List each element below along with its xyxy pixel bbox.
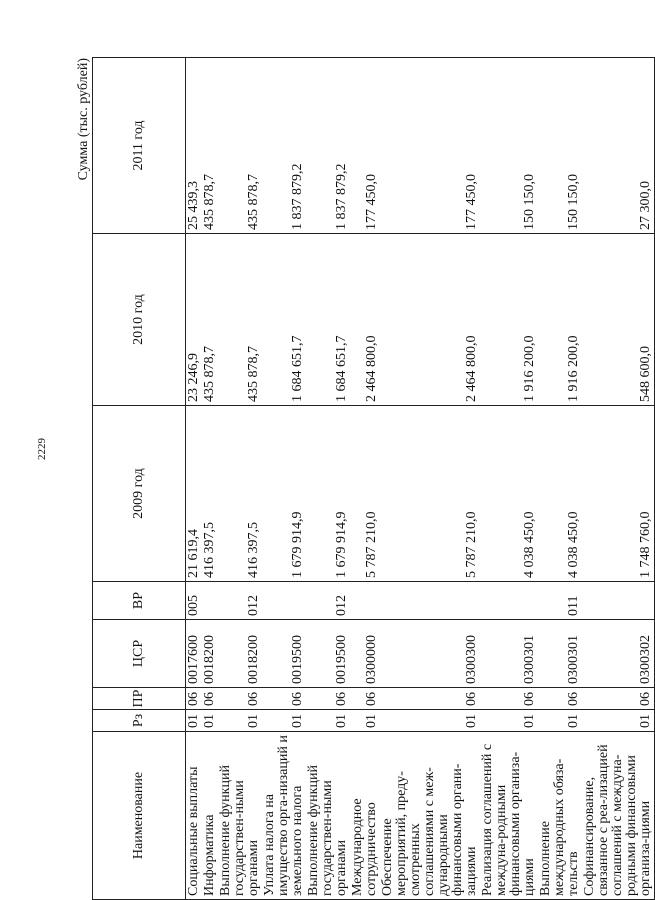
row-vr [350,582,380,620]
row-2011: 27 300,0 [582,58,655,234]
page-number: 2229 [36,438,48,460]
header-2009: 2009 год [93,406,186,582]
row-rz: 01 [262,710,306,732]
table-row [306,58,350,900]
row-pr: 06 [582,688,655,710]
row-rz: 01 [538,710,582,732]
row-rz: 01 [582,710,655,732]
row-pr: 06 [306,688,350,710]
row-name: Выполнение функций государствен-ными органами [306,732,350,900]
row-2009: 4 038 450,0 [538,406,582,582]
row-pr: 06 [202,688,218,710]
row-2009: 1 748 760,0 [582,406,655,582]
row-2011: 177 450,0 [380,58,480,234]
header-2010: 2010 год [93,234,186,406]
row-2010: 1 916 200,0 [538,234,582,406]
row-2010: 1 916 200,0 [480,234,538,406]
row-2011: 150 150,0 [538,58,582,234]
row-2010: 435 878,7 [218,234,262,406]
row-rz: 01 [218,710,262,732]
row-csr: 0300000 [350,620,380,688]
table-row [350,58,380,900]
table-row [582,58,655,900]
row-rz: 01 [480,710,538,732]
header-2011: 2011 год [93,58,186,234]
table-row [186,58,203,900]
row-rz: 01 [202,710,218,732]
row-pr: 06 [218,688,262,710]
row-name: Информатика [202,732,218,900]
row-2010: 2 464 800,0 [350,234,380,406]
row-vr [262,582,306,620]
row-vr: 012 [306,582,350,620]
units-caption: Сумма (тыс. рублей) [76,58,91,181]
row-2009: 5 787 210,0 [350,406,380,582]
row-vr [380,582,480,620]
row-csr: 0300301 [480,620,538,688]
row-2010: 435 878,7 [202,234,218,406]
header-csr: ЦСР [93,620,186,688]
table-row [218,58,262,900]
row-pr: 06 [262,688,306,710]
row-pr: 06 [350,688,380,710]
row-pr: 06 [380,688,480,710]
header-name: Наименование [93,732,186,900]
row-name: Выполнение функций государствен-ными органами [218,732,262,900]
header-pr: ПР [93,688,186,710]
row-2011: 435 878,7 [202,58,218,234]
row-vr: 011 [538,582,582,620]
row-2010: 1 684 651,7 [306,234,350,406]
row-name: Софинансирование, связанное с реа-лизацией соглашений с междуна-родными финансовыми организа-циями [582,732,655,900]
row-csr: 0018200 [218,620,262,688]
table-row [380,58,480,900]
header-vr: ВР [93,582,186,620]
row-2011: 177 450,0 [350,58,380,234]
row-csr: 0300301 [538,620,582,688]
row-name: Выполнение международных обяза-тельств [538,732,582,900]
row-pr: 06 [480,688,538,710]
row-2010: 548 600,0 [582,234,655,406]
table-row [202,58,218,900]
header-rz: Рз [93,710,186,732]
row-name: Реализация соглашений с междуна-родными финансовыми организа-циями [480,732,538,900]
row-2011: 1 837 879,2 [306,58,350,234]
row-2011: 435 878,7 [218,58,262,234]
row-csr: 0019500 [262,620,306,688]
row-csr: 0300300 [380,620,480,688]
row-rz: 01 [186,710,203,732]
row-csr: 0018200 [202,620,218,688]
row-2009: 1 679 914,9 [306,406,350,582]
row-vr [202,582,218,620]
row-2010: 1 684 651,7 [262,234,306,406]
row-pr: 06 [538,688,582,710]
row-name: Уплата налога на имущество орга-низаций и земельного налога [262,732,306,900]
row-rz: 01 [380,710,480,732]
header-row [93,58,186,900]
table-row [538,58,582,900]
row-vr [582,582,655,620]
row-2009: 1 679 914,9 [262,406,306,582]
row-2011: 150 150,0 [480,58,538,234]
row-2009: 416 397,5 [218,406,262,582]
row-vr: 012 [218,582,262,620]
row-csr: 0300302 [582,620,655,688]
row-name: Обеспечение мероприятий, преду-смотренных соглашениями с меж-дународными финансовыми органи-зациями [380,732,480,900]
row-csr: 0019500 [306,620,350,688]
row-2009: 4 038 450,0 [480,406,538,582]
row-name: Социальные выплаты [186,732,203,900]
row-2009: 21 619,4 [186,406,203,582]
row-2010: 2 464 800,0 [380,234,480,406]
row-vr [480,582,538,620]
row-2011: 1 837 879,2 [262,58,306,234]
row-2011: 25 439,3 [186,58,203,234]
row-name: Международное сотрудничество [350,732,380,900]
row-pr: 06 [186,688,203,710]
row-vr: 005 [186,582,203,620]
table-row [480,58,538,900]
table-row [262,58,306,900]
budget-table [92,57,655,900]
row-2009: 5 787 210,0 [380,406,480,582]
row-2010: 23 246,9 [186,234,203,406]
row-rz: 01 [306,710,350,732]
row-csr: 0017600 [186,620,203,688]
row-2009: 416 397,5 [202,406,218,582]
row-rz: 01 [350,710,380,732]
